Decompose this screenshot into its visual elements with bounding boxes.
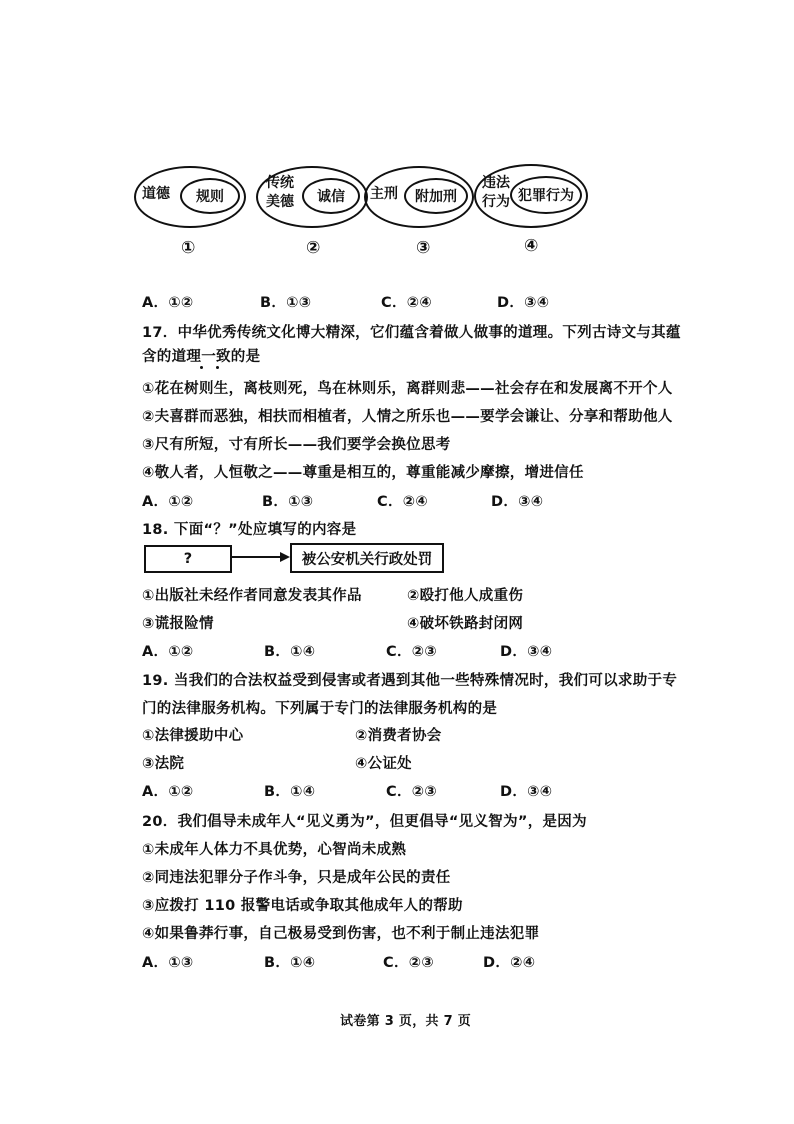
oval-diagrams-figure xyxy=(134,160,594,270)
q17-option-b: B．①③ xyxy=(262,494,314,510)
q16-option-b: B．①③ xyxy=(260,295,312,311)
q17-option-c: C．②④ xyxy=(377,494,428,510)
diagram-1-inner-oval: 规则 xyxy=(180,178,240,214)
q19-stem-line1: 19. 当我们的合法权益受到侵害或者遇到其他一些特殊情况时，我们可以求助于专 xyxy=(142,673,678,689)
diagram-2-outer-label-line2: 美德 xyxy=(266,194,294,210)
q20-option-a: A．①③ xyxy=(142,955,194,971)
q20-option-c: C．②③ xyxy=(383,955,434,971)
q18-option-a: A．①② xyxy=(142,644,194,660)
q20-stem: 20．我们倡导未成年人“见义勇为”，但更倡导“见义智为”，是因为 xyxy=(142,814,587,830)
q18-item-1: ①出版社未经作者同意发表其作品 xyxy=(142,588,362,604)
q20-item-3: ③应拨打 110 报警电话或争取其他成年人的帮助 xyxy=(142,898,463,914)
q17-item-2: ②夫喜群而恶独，相扶而相植者，人情之所乐也——要学会谦让、分享和帮助他人 xyxy=(142,409,673,425)
q16-option-a: A．①② xyxy=(142,295,194,311)
q17-item-3: ③尺有所短，寸有所长——我们要学会换位思考 xyxy=(142,437,451,453)
diagram-4-outer-label-line1: 违法 xyxy=(482,175,510,191)
q18-item-4: ④破坏铁路封闭网 xyxy=(407,616,524,632)
q17-item-4: ④敬人者，人恒敬之——尊重是相互的，尊重能减少摩擦，增进信任 xyxy=(142,465,584,481)
q19-item-2: ②消费者协会 xyxy=(355,728,442,744)
q20-item-2: ②同违法犯罪分子作斗争，只是成年公民的责任 xyxy=(142,870,451,886)
q18-item-3: ③谎报险情 xyxy=(142,616,214,632)
diagram-3-inner-oval: 附加刑 xyxy=(404,178,468,214)
flow-question-box: ? xyxy=(144,545,232,573)
diagram-1-outer-label: 道德 xyxy=(142,186,170,202)
q17-option-a: A．①② xyxy=(142,494,194,510)
q18-option-b: B．①④ xyxy=(264,644,316,660)
q19-item-4: ④公证处 xyxy=(355,756,412,772)
diagram-3-outer-label: 主刑 xyxy=(370,186,398,202)
q19-option-c: C．②③ xyxy=(386,784,437,800)
q20-item-1: ①未成年人体力不具优势，心智尚未成熟 xyxy=(142,842,407,858)
diagram-4-number: ④ xyxy=(524,236,539,256)
emphasis-dot xyxy=(200,366,203,369)
q16-option-c: C．②④ xyxy=(381,295,432,311)
flow-result-box: 被公安机关行政处罚 xyxy=(290,543,444,573)
flow-arrow-line xyxy=(230,556,280,558)
q18-option-d: D．③④ xyxy=(500,644,553,660)
q17-option-d: D．③④ xyxy=(491,494,544,510)
flow-arrow-head xyxy=(280,552,290,562)
diagram-3-number: ③ xyxy=(416,238,431,258)
q19-stem-line2: 门的法律服务机构。下列属于专门的法律服务机构的是 xyxy=(142,701,498,717)
q17-item-1: ①花在树则生，离枝则死，鸟在林则乐，离群则悲——社会存在和发展离不开个人 xyxy=(142,381,673,397)
q18-item-2: ②殴打他人成重伤 xyxy=(407,588,524,604)
q19-option-a: A．①② xyxy=(142,784,194,800)
diagram-4-inner-oval: 犯罪行为 xyxy=(510,176,582,214)
q19-option-d: D．③④ xyxy=(500,784,553,800)
q20-option-d: D．②④ xyxy=(483,955,536,971)
q19-item-3: ③法院 xyxy=(142,756,185,772)
diagram-1-number: ① xyxy=(181,238,196,258)
q18-option-c: C．②③ xyxy=(386,644,437,660)
page-footer: 试卷第 3 页，共 7 页 xyxy=(340,1014,472,1029)
q20-item-4: ④如果鲁莽行事，自己极易受到伤害，也不利于制止违法犯罪 xyxy=(142,926,540,942)
q17-stem-line2: 含的道理一致的是 xyxy=(142,349,261,365)
diagram-2-outer-label-line1: 传统 xyxy=(266,175,294,191)
q19-item-1: ①法律援助中心 xyxy=(142,728,244,744)
q20-option-b: B．①④ xyxy=(264,955,316,971)
q16-option-d: D．③④ xyxy=(497,295,550,311)
q19-option-b: B．①④ xyxy=(264,784,316,800)
diagram-2-number: ② xyxy=(306,238,321,258)
diagram-4-outer-label-line2: 行为 xyxy=(482,194,510,210)
emphasis-dot xyxy=(216,366,219,369)
q17-stem-line1: 17．中华优秀传统文化博大精深，它们蕴含着做人做事的道理。下列古诗文与其蕴 xyxy=(142,325,681,341)
q18-stem: 18. 下面“？”处应填写的内容是 xyxy=(142,522,357,538)
diagram-2-inner-oval: 诚信 xyxy=(302,178,360,214)
